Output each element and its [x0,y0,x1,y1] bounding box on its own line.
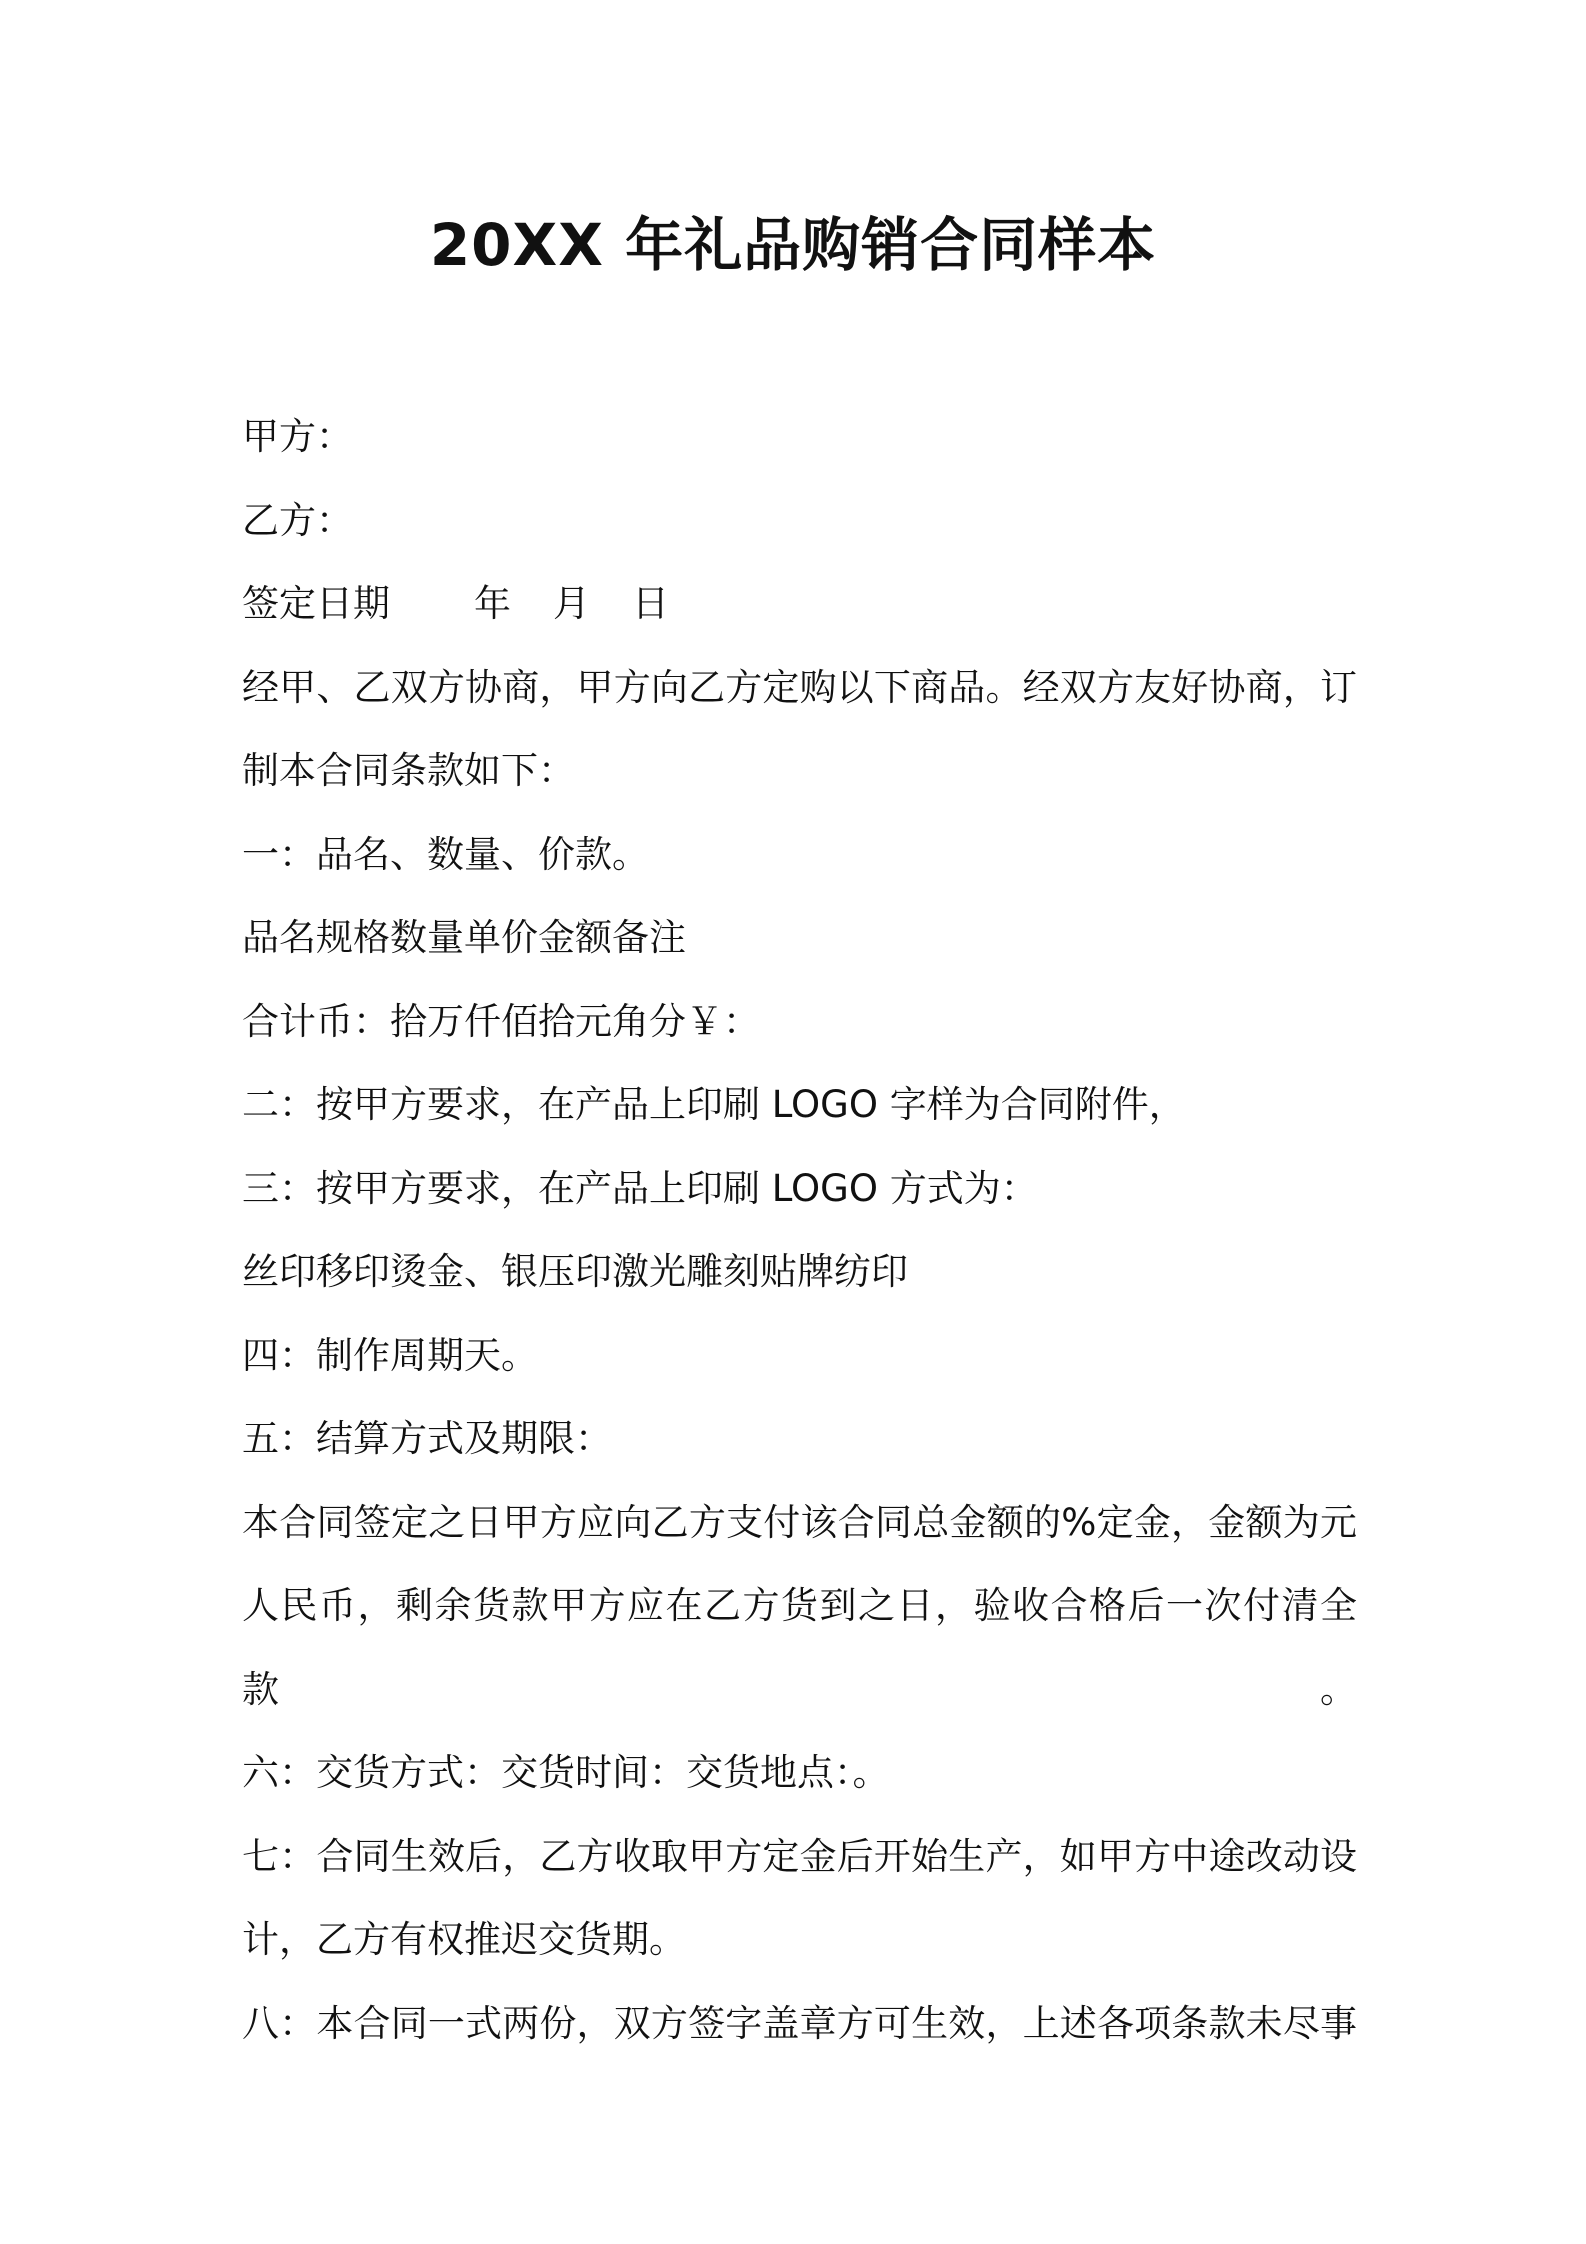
clause-6: 六：交货方式：交货时间：交货地点：。 [242,1751,890,1794]
clause-7-line-2: 计，乙方有权推迟交货期。 [242,1918,686,1961]
total-amount-line: 合计币：拾万仟佰拾元角分￥： [242,999,760,1043]
goods-table-header: 品名规格数量单价金额备注 [242,916,686,959]
clause-7-line-1: 七：合同生效后，乙方收取甲方定金后开始生产，如甲方中途改动设 [242,1834,1357,1878]
party-b-line: 乙方： [242,498,353,542]
sign-date-month: 月 [553,582,590,625]
clause-2: 二：按甲方要求，在产品上印刷 LOGO 字样为合同附件， [242,1083,1186,1126]
document-title: 20XX 年礼品购销合同样本 [429,211,1157,279]
sign-date-year: 年 [474,582,511,625]
clause-3: 三：按甲方要求，在产品上印刷 LOGO 方式为： [242,1166,1038,1210]
clause-1: 一：品名、数量、价款。 [242,832,649,876]
print-methods-line: 丝印移印烫金、银压印激光雕刻贴牌纺印 [242,1250,908,1293]
contract-body [242,395,1362,2065]
sign-date-line [242,562,1362,646]
intro-line-1: 经甲、乙双方协商，甲方向乙方定购以下商品。经双方友好协商，订 [242,665,1357,709]
sign-date-label: 签定日期 [242,582,390,625]
clause-8-line-1: 八：本合同一式两份，双方签字盖章方可生效，上述各项条款未尽事 [242,2001,1357,2045]
clause-4: 四：制作周期天。 [242,1333,538,1377]
payment-line-1: 本合同签定之日甲方应向乙方支付该合同总金额的%定金，金额为元 [242,1500,1357,1544]
party-a-line: 甲方： [242,415,353,458]
clause-5: 五：结算方式及期限： [242,1417,612,1460]
intro-line-2: 制本合同条款如下： [242,749,575,792]
payment-line-2: 人民币，剩余货款甲方应在乙方货到之日，验收合格后一次付清全款。 [242,1584,1357,1711]
sign-date-day: 日 [632,582,669,625]
